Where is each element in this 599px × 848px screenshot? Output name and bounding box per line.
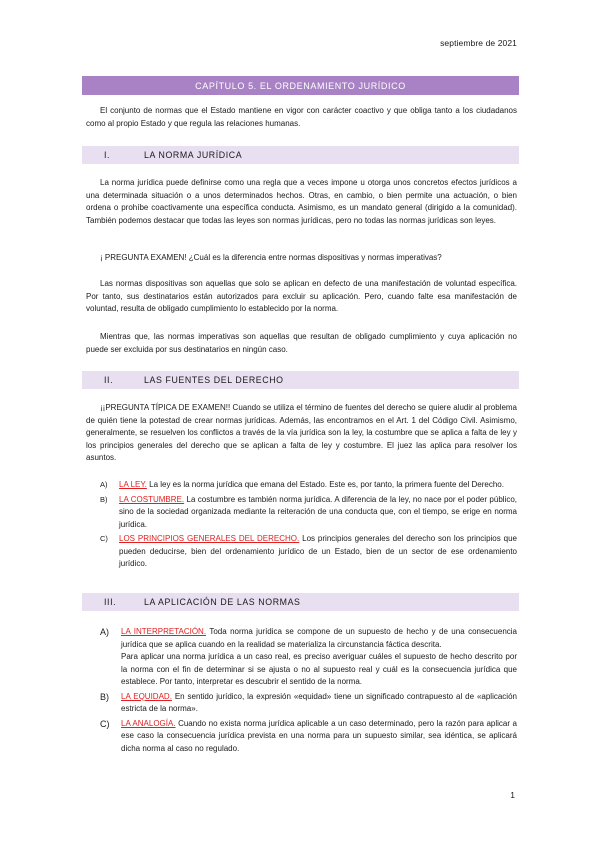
list-item <box>100 718 517 756</box>
page-number: 1 <box>510 790 515 800</box>
list-item <box>100 533 517 571</box>
list-text: Toda norma jurídica se compone de un supuesto de hecho y de una consecuencia jurídica que se aplica cuando en la realidad se materializa la circunstancia fáctica descrita. <box>121 627 517 649</box>
list-term: LA ANALOGÍA. <box>121 718 176 728</box>
paragraph: La norma jurídica puede definirse como una regla que a veces impone u otorga unos concretos efectos jurídicos a una determinada situación o a unos determinados hechos. Otras, en cambio, o bien permite una actuación, o bien ordena o prohíbe coactivamente una específica conducta. Asimismo, es un mandato general (dirigido a la comunidad). También podemos destacar que todas las leyes son normas jurídicas, pero no todas las normas jurídicas son leyes. <box>86 178 517 225</box>
list-term: LA INTERPRETACIÓN. <box>121 627 207 636</box>
list-marker: A) <box>100 480 108 489</box>
list-text: La costumbre es también norma jurídica. A diferencia de la ley, no nace por el poder público, sino de la sociedad organizada mediante la reiteración de una conducta que, con el tiempo, se erige en norma jurídica. <box>119 494 517 529</box>
section-heading-1 <box>82 146 519 164</box>
exam-question: ¡ PREGUNTA EXAMEN! ¿Cuál es la diferencia entre normas dispositivas y normas imperativas? <box>100 253 442 262</box>
sources-list <box>100 479 517 573</box>
header-date: septiembre de 2021 <box>440 38 517 48</box>
section-heading-3 <box>82 593 519 611</box>
list-term: LA LEY. <box>119 480 147 489</box>
section-title: LA NORMA JURÍDICA <box>144 150 243 160</box>
section-title: LA APLICACIÓN DE LAS NORMAS <box>144 597 301 607</box>
paragraph: ¡¡PREGUNTA TÍPICA DE EXAMEN!! Cuando se utiliza el término de fuentes del derecho se quiere aludir al problema de quién tiene la potestad de crear normas jurídicas. Además, las encontramos en el Art. 1 del Código Civil. Asimismo, generalmente, se resuelven los conflictos a través de la vía jurídica son la ley, la costumbre que se aplica a falta de ley y los principios generales del derecho que se aplican a falta de ley y costumbre. El juez las aplica para resolver los asuntos. <box>86 403 517 462</box>
section-title: LAS FUENTES DEL DERECHO <box>144 375 284 385</box>
list-term: LA EQUIDAD. <box>121 691 172 701</box>
paragraph: Mientras que, las normas imperativas son aquellas que resultan de obligado cumplimiento y cuya aplicación no puede ser excluida por sus destinatarios en ningún caso. <box>86 332 517 354</box>
list-item <box>100 626 517 689</box>
list-marker: C) <box>100 534 108 543</box>
list-marker: B) <box>100 691 109 702</box>
list-marker: B) <box>100 494 108 504</box>
paragraph: Las normas dispositivas son aquellas que solo se aplican en defecto de una manifestación de voluntad específica. Por tanto, sus destinatarios están autorizados para excluir su aplicación. Pero, cuando falte esa manifestación de voluntad, resulta de obligado cumplimiento lo establecido por la norma. <box>86 279 517 313</box>
list-marker: C) <box>100 718 110 729</box>
application-list <box>100 626 517 757</box>
list-item <box>100 494 517 532</box>
section-number: I. <box>104 150 111 160</box>
section-number: II. <box>104 375 114 385</box>
list-text: En sentido jurídico, la expresión «equidad» tiene un significado contrapuesto al de «aplicación estricta de la norma». <box>121 691 517 713</box>
chapter-title: CAPÍTULO 5. EL ORDENAMIENTO JURÍDICO <box>82 76 519 95</box>
list-text: La ley es la norma jurídica que emana del Estado. Este es, por tanto, la primera fuente del Derecho. <box>146 480 504 489</box>
intro-paragraph: El conjunto de normas que el Estado mantiene en vigor con carácter coactivo y que obliga tanto a los ciudadanos como al propio Estado y que regula las relaciones humanas. <box>86 106 517 128</box>
list-text: Cuando no exista norma jurídica aplicable a un caso determinado, pero la razón para aplicar a ese caso la consecuencia jurídica prevista en una norma para un supuesto similar, sea idéntica, se aplicará dicha norma al caso no regulado. <box>121 718 518 753</box>
list-term: LOS PRINCIPIOS GENERALES DEL DERECHO. <box>119 534 300 543</box>
list-text: Los principios generales del derecho son los principios que pueden deducirse, bien del ordenamiento jurídico de un Estado, bien de un sector de ese ordenamiento jurídico. <box>119 534 517 568</box>
list-term: LA COSTUMBRE. <box>119 494 185 504</box>
list-item <box>100 691 517 716</box>
section-heading-2 <box>82 371 519 389</box>
list-marker: A) <box>100 627 109 637</box>
list-text-continued: Para aplicar una norma jurídica a un caso real, es preciso averiguar cuáles el supuesto de hecho descrito por la norma con el fin de determinar si se ajusta o no al supuesto real y cuál es la consecuencia jurídica que establece. Por tanto, interpretar es descubrir el sentido de la norma. <box>121 652 517 686</box>
list-item <box>100 479 517 492</box>
section-number: III. <box>104 597 117 607</box>
